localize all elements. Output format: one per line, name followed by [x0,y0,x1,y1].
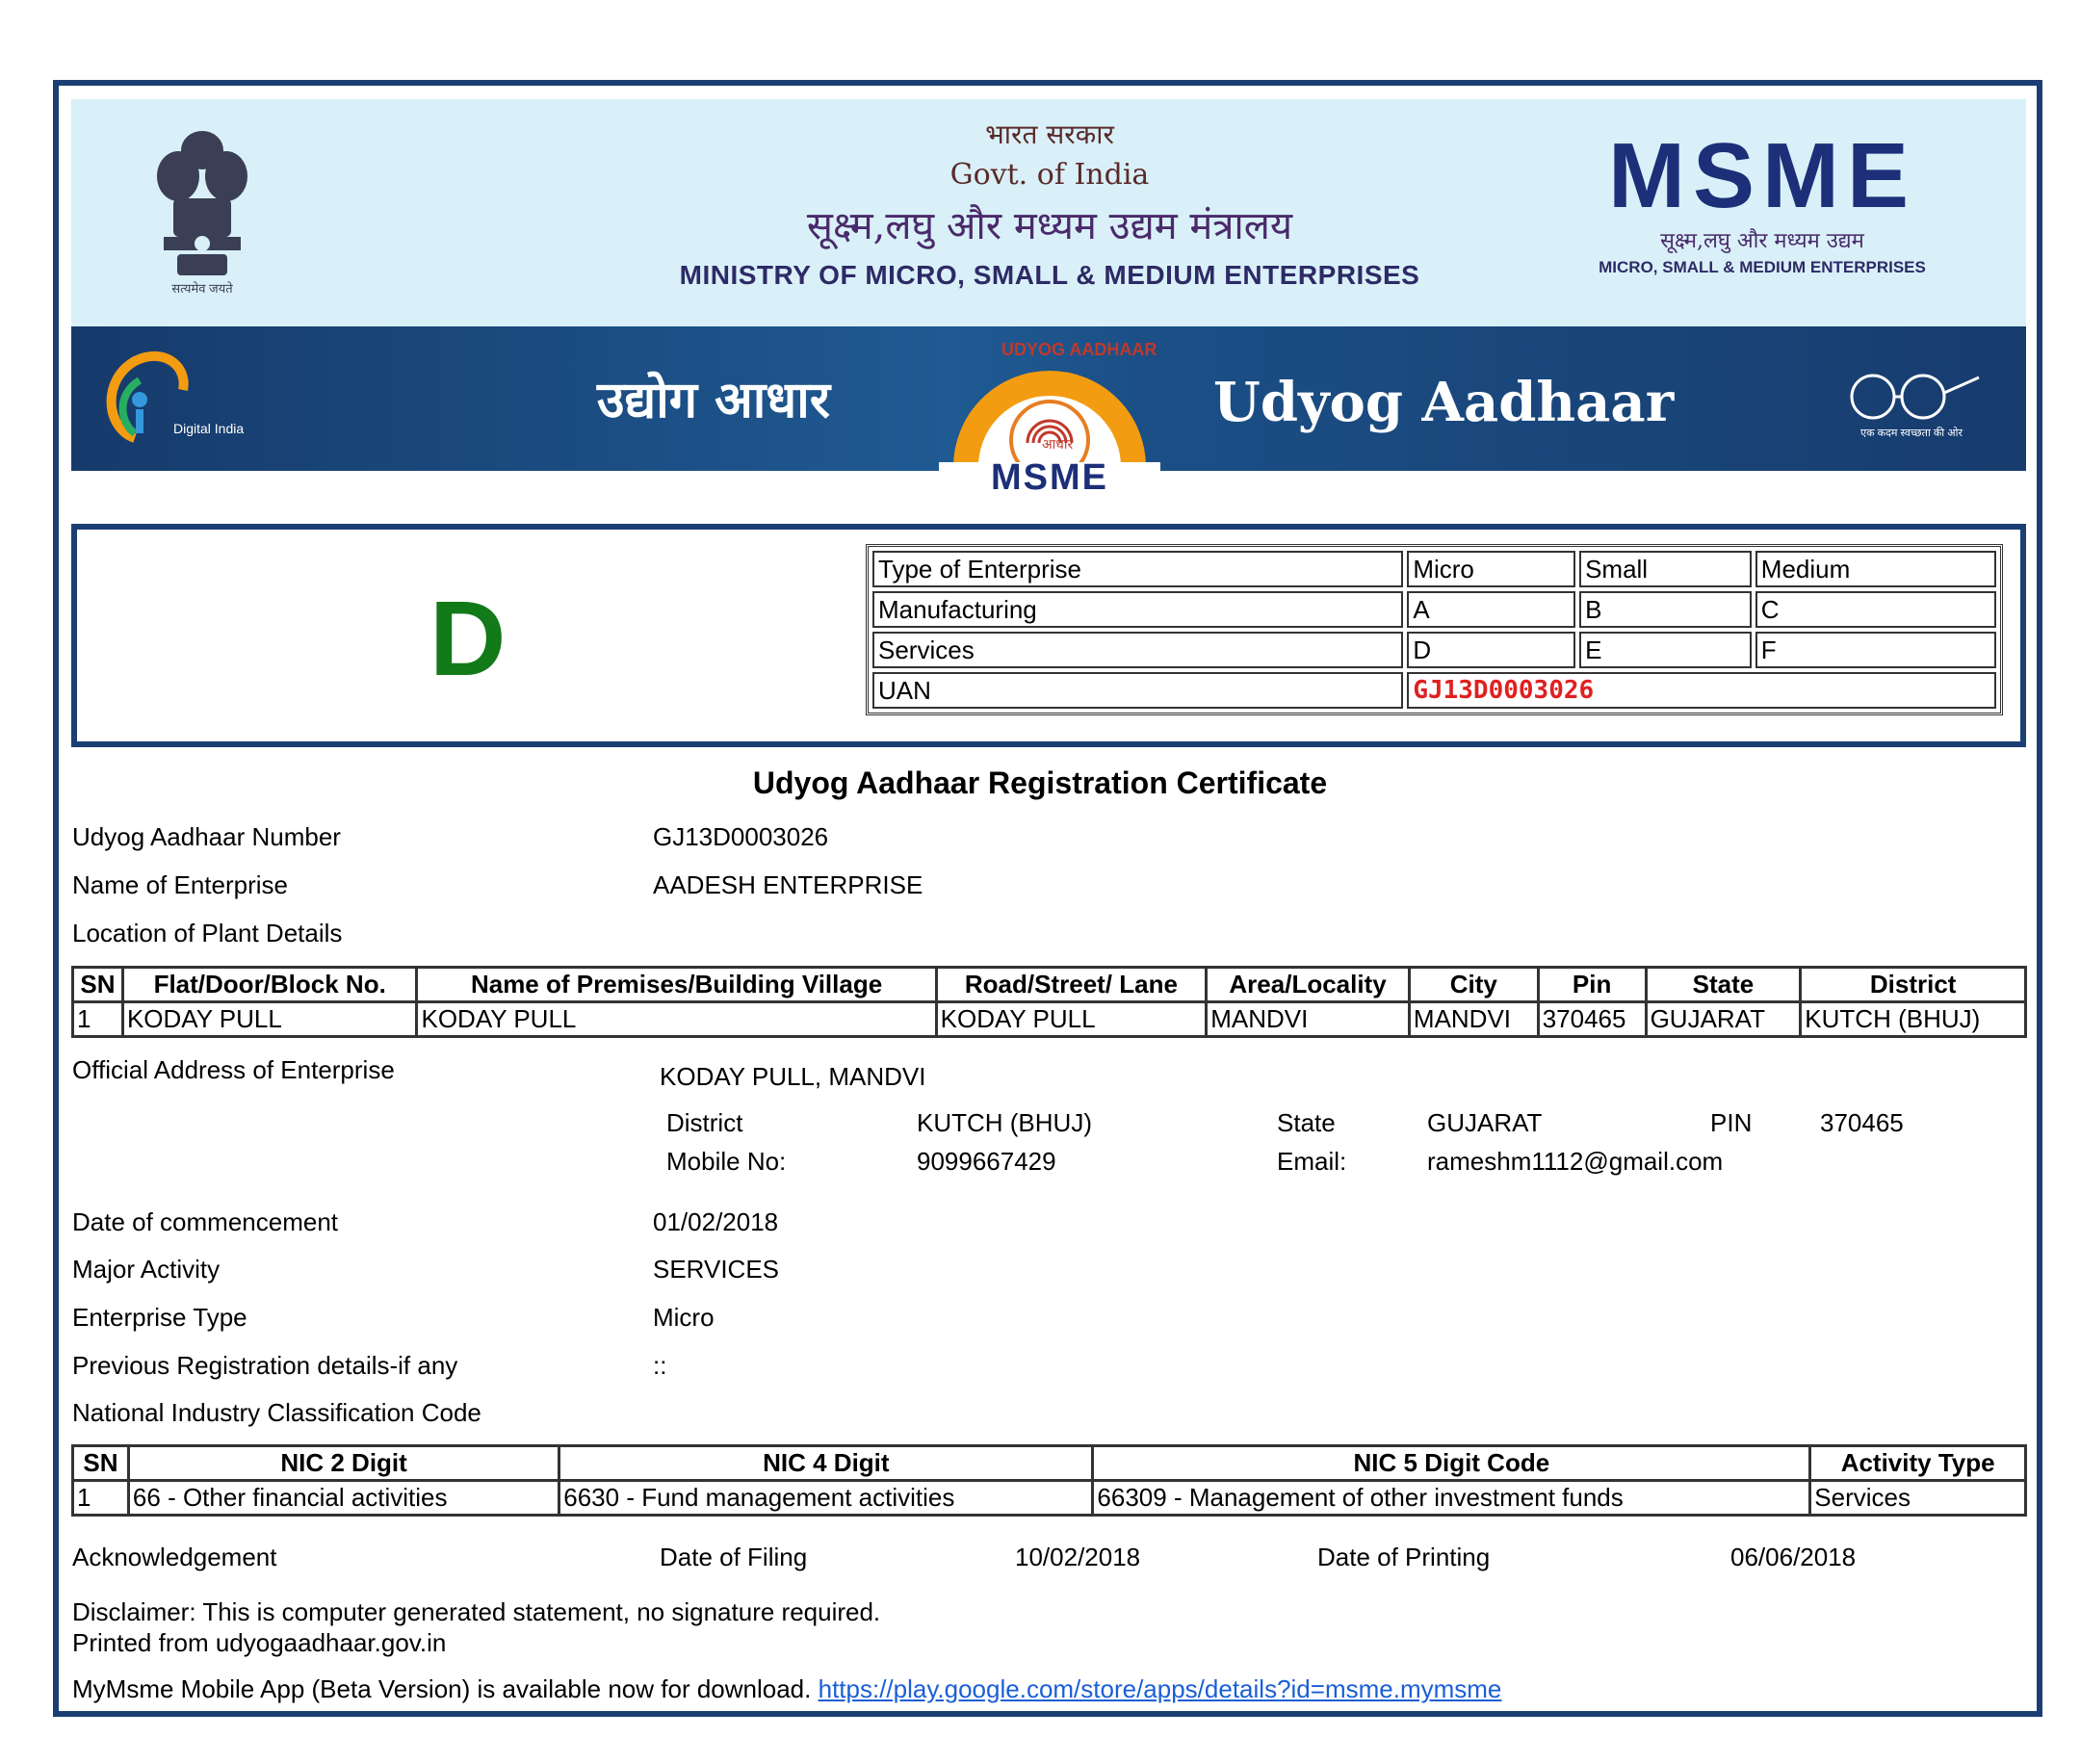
column-header: NIC 4 Digit [559,1446,1093,1481]
table-cell: Small [1579,551,1752,587]
center-logo-top-text: UDYOG AADHAAR [1001,340,1157,359]
table-cell: F [1755,632,1996,668]
nic-table [71,1444,2027,1517]
official-address-line: KODAY PULL, MANDVI [660,1062,926,1091]
printing-date-label: Date of Printing [1317,1543,1491,1571]
state-label: State [1277,1108,1336,1137]
district-value: KUTCH (BHUJ) [917,1108,1092,1137]
column-header: Activity Type [1810,1446,2026,1481]
table-row [872,591,1996,628]
column-header: NIC 5 Digit Code [1093,1446,1810,1481]
column-header: Pin [1538,968,1646,1002]
plant-details-label: Location of Plant Details [72,919,343,947]
udyog-hindi-title: उद्योग आधार [597,371,830,429]
msme-english: MICRO, SMALL & MEDIUM ENTERPRISES [1599,258,1926,276]
commencement-label: Date of commencement [72,1207,339,1236]
table-header-row [73,1446,2026,1481]
center-logo-mid-text: आधार [1042,436,1074,452]
major-activity-value: SERVICES [653,1255,780,1284]
udyog-english-title: Udyog Aadhaar [1213,371,1675,434]
table-cell: KODAY PULL [936,1002,1207,1037]
table-cell: Services [1810,1481,2026,1516]
column-header: District [1801,968,2026,1002]
column-header: SN [73,1446,129,1481]
enterprise-name-label: Name of Enterprise [72,870,288,899]
center-logo-msme: MSME [991,457,1108,498]
email-label: Email: [1277,1147,1347,1176]
government-title [578,116,1521,291]
swachh-text: एक कदम स्वच्छता की ओर [1860,428,1963,439]
table-cell: E [1579,632,1752,668]
enterprise-category-letter: D [429,580,507,698]
nic-label: National Industry Classification Code [72,1398,481,1427]
email-value: rameshm1112@gmail.com [1427,1147,1724,1176]
plant-location-table [71,966,2027,1038]
table-cell: B [1579,591,1752,628]
state-value: GUJARAT [1427,1108,1543,1137]
table-cell: Type of Enterprise [872,551,1403,587]
app-text: MyMsme Mobile App (Beta Version) is available now for download. [72,1674,812,1703]
table-cell: MANDVI [1409,1002,1538,1037]
table-cell: Micro [1407,551,1575,587]
table-row [872,551,1996,587]
printing-date-value: 06/06/2018 [1730,1543,1857,1571]
major-activity-label: Major Activity [72,1255,221,1284]
table-cell: 66 - Other financial activities [128,1481,559,1516]
table-cell: 1 [73,1481,129,1516]
emblem-motto: सत्यमेव जयते [171,281,233,296]
table-cell: 6630 - Fund management activities [559,1481,1093,1516]
column-header: Name of Premises/Building Village [417,968,936,1002]
app-availability-text [72,1674,1501,1704]
table-header-row [73,968,2026,1002]
uan-value: GJ13D0003026 [1407,672,1996,709]
table-cell: KUTCH (BHUJ) [1801,1002,2026,1037]
column-header: SN [73,968,123,1002]
table-row [872,632,1996,668]
table-row [73,1002,2026,1037]
swachh-bharat-icon [1834,366,1989,424]
msme-logo-text: MSME [1608,124,1916,227]
official-address-label: Official Address of Enterprise [72,1055,395,1084]
table-cell: GUJARAT [1646,1002,1801,1037]
enterprise-name: AADESH ENTERPRISE [653,870,923,899]
uan-label: UAN [872,672,1403,709]
table-cell: A [1407,591,1575,628]
digital-india-text: Digital India [173,421,245,436]
filing-date-value: 10/02/2018 [1015,1543,1141,1571]
acknowledgement-label: Acknowledgement [72,1543,277,1571]
pin-value: 370465 [1820,1108,1904,1137]
mobile-value: 9099667429 [917,1147,1056,1176]
column-header: State [1646,968,1801,1002]
table-row [872,672,1996,709]
column-header: Flat/Door/Block No. [122,968,417,1002]
table-cell: Services [872,632,1403,668]
column-header: Road/Street/ Lane [936,968,1207,1002]
column-header: City [1409,968,1538,1002]
enterprise-type-value: Micro [653,1303,715,1332]
previous-registration-label: Previous Registration details-if any [72,1351,458,1380]
mobile-label: Mobile No: [666,1147,787,1176]
table-cell: Medium [1755,551,1996,587]
table-cell: 370465 [1538,1002,1646,1037]
certificate-title: Udyog Aadhaar Registration Certificate [752,765,1328,800]
table-cell: Manufacturing [872,591,1403,628]
enterprise-type-label: Enterprise Type [72,1303,247,1332]
msme-hindi: सूक्ष्म,लघु और मध्यम उद्यम [1660,229,1864,253]
filing-date-label: Date of Filing [660,1543,808,1571]
table-cell: KODAY PULL [122,1002,417,1037]
commencement-value: 01/02/2018 [653,1207,779,1236]
table-cell: KODAY PULL [417,1002,936,1037]
msme-logo [1579,124,1945,277]
hindi-ministry: सूक्ष्म,लघु और मध्यम उद्यम मंत्रालय [806,204,1293,248]
national-emblem-icon [144,123,260,297]
hindi-govt: भारत सरकार [985,118,1114,150]
table-cell: D [1407,632,1575,668]
district-label: District [666,1108,743,1137]
table-cell: 1 [73,1002,123,1037]
app-download-link[interactable]: https://play.google.com/store/apps/details?id=msme.mymsme [818,1674,1502,1703]
column-header: Area/Locality [1207,968,1410,1002]
enterprise-type-table [866,544,2003,715]
pin-label: PIN [1710,1108,1753,1137]
table-cell: MANDVI [1207,1002,1410,1037]
govt-of-india: Govt. of India [949,158,1150,192]
ministry-name: MINISTRY OF MICRO, SMALL & MEDIUM ENTERPRISES [679,260,1420,290]
column-header: NIC 2 Digit [128,1446,559,1481]
table-cell: C [1755,591,1996,628]
aadhaar-number: GJ13D0003026 [653,822,829,851]
previous-registration-value: :: [653,1351,667,1380]
disclaimer-text: Disclaimer: This is computer generated statement, no signature required. [72,1597,881,1626]
printed-from-text: Printed from udyogaadhaar.gov.in [72,1628,447,1657]
aadhaar-number-label: Udyog Aadhaar Number [72,822,341,851]
table-cell: 66309 - Management of other investment funds [1093,1481,1810,1516]
table-row [73,1481,2026,1516]
